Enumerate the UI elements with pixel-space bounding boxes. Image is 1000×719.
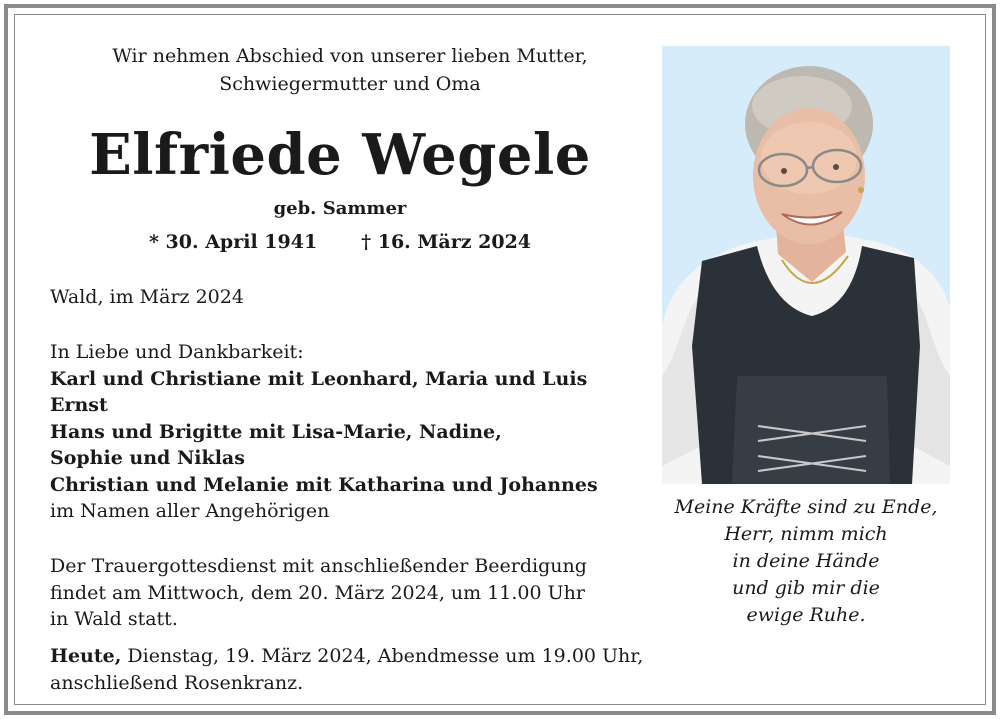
intro-line: Wir nehmen Abschied von unserer lieben Mutter, xyxy=(112,45,588,67)
birth-date: * 30. April 1941 xyxy=(148,231,318,253)
mourners-intro: In Liebe und Dankbarkeit: xyxy=(50,341,304,363)
quote-line: ewige Ruhe. xyxy=(746,604,866,626)
quote-line: und gib mir die xyxy=(732,577,880,599)
funeral-service-info xyxy=(50,553,587,633)
death-date: † 16. März 2024 xyxy=(361,231,532,253)
mourners-block xyxy=(50,339,598,525)
mourners-closing: im Namen aller Angehörigen xyxy=(50,500,330,522)
quote-line: Herr, nimm mich xyxy=(724,523,888,545)
intro-line: Schwiegermutter und Oma xyxy=(219,73,481,95)
service-line: Der Trauergottesdienst mit anschließender Beerdigung xyxy=(50,555,587,577)
maiden-name: geb. Sammer xyxy=(273,198,407,219)
intro-text xyxy=(60,42,640,98)
quote-verse xyxy=(660,494,952,629)
portrait-photo xyxy=(662,46,950,484)
today-label: Heute, xyxy=(50,645,122,667)
place-date: Wald, im März 2024 xyxy=(50,286,244,308)
portrait-illustration xyxy=(662,46,950,484)
mourner-line: Karl und Christiane mit Leonhard, Maria und Luis xyxy=(50,367,588,390)
mourner-line: Christian und Melanie mit Katharina und Johannes xyxy=(50,473,598,496)
mourner-line: Ernst xyxy=(50,394,108,416)
quote-line: Meine Kräfte sind zu Ende, xyxy=(674,496,938,518)
service-line: in Wald statt. xyxy=(50,608,178,630)
today-line: anschließend Rosenkranz. xyxy=(50,671,304,694)
today-details: Dienstag, 19. März 2024, Abendmesse um 19.00 Uhr, xyxy=(121,645,644,667)
today-info xyxy=(50,643,643,696)
today-line xyxy=(50,643,643,670)
quote-line: in deine Hände xyxy=(732,550,880,572)
service-line: findet am Mittwoch, dem 20. März 2024, um 11.00 Uhr xyxy=(50,581,585,604)
mourner-line: Hans und Brigitte mit Lisa-Marie, Nadine, xyxy=(50,420,502,443)
mourner-line: Sophie und Niklas xyxy=(50,447,245,469)
life-dates xyxy=(40,228,640,256)
deceased-name: Elfriede Wegele xyxy=(89,122,591,188)
